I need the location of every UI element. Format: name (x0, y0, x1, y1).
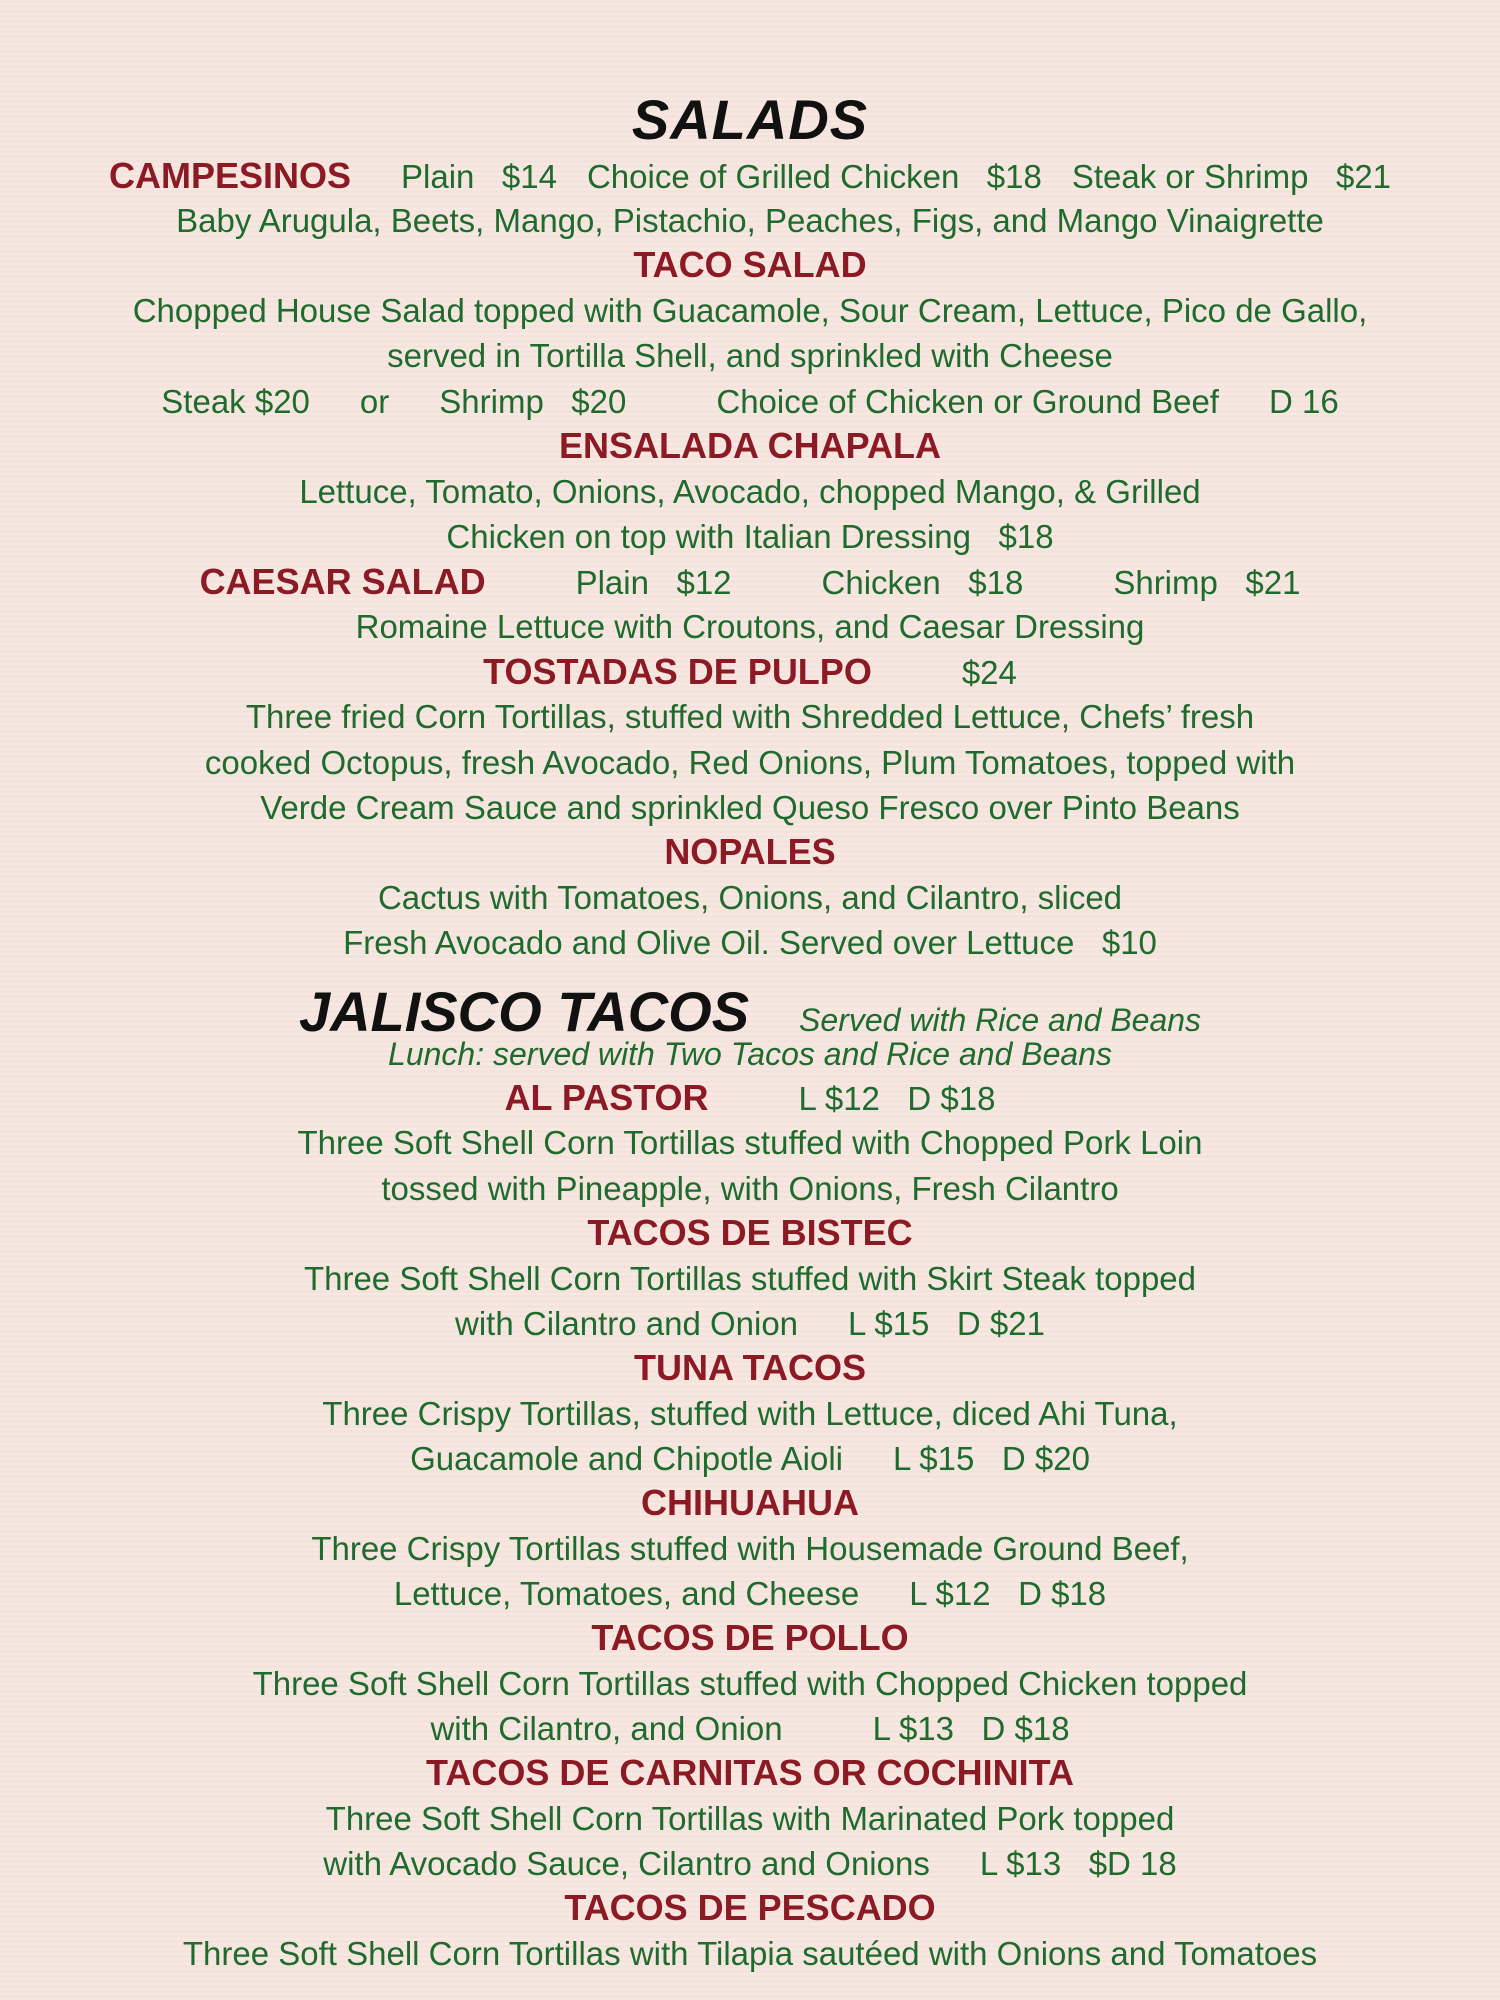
bistec-desc-2: with Cilantro and Onion (455, 1305, 799, 1342)
pulpo-name: TOSTADAS DE PULPO (483, 651, 872, 692)
bistec-desc-1: Three Soft Shell Corn Tortillas stuffed with Skirt Steak topped (303, 1260, 1197, 1297)
caesar-price-shrimp: Shrimp $21 (1113, 564, 1301, 601)
carnitas-desc-2: with Avocado Sauce, Cilantro and Onions (323, 1845, 930, 1882)
tacos-lunch-note: Lunch: served with Two Tacos and Rice and Beans (388, 1036, 1112, 1072)
carnitas-desc-1: Three Soft Shell Corn Tortillas with Marinated Pork topped (325, 1800, 1175, 1837)
caesar-name: CAESAR SALAD (199, 561, 486, 602)
pulpo-price: $24 (961, 654, 1017, 691)
nopales-desc-1: Cactus with Tomatoes, Onions, and Cilantro, sliced (377, 879, 1123, 916)
al-pastor-desc-2: tossed with Pineapple, with Onions, Fresh Cilantro (381, 1170, 1119, 1207)
caesar-price-chicken: Chicken $18 (821, 564, 1024, 601)
taco-salad-desc-2: served in Tortilla Shell, and sprinkled with Cheese (387, 337, 1113, 374)
al-pastor-row (0, 1076, 1500, 1121)
taco-salad-prices (0, 380, 1500, 424)
pollo-desc-2: with Cilantro, and Onion (430, 1710, 783, 1747)
bistec-name: TACOS DE BISTEC (587, 1212, 913, 1253)
carnitas-desc-2-row (0, 1842, 1500, 1886)
campesinos-desc: Baby Arugula, Beets, Mango, Pistachio, Peaches, Figs, and Mango Vinaigrette (176, 202, 1324, 239)
campesinos-row (0, 154, 1500, 199)
chihuahua-price: L $12 D $18 (909, 1575, 1107, 1612)
taco-salad-name: TACO SALAD (633, 244, 867, 285)
taco-salad-price-shrimp: Shrimp $20 (439, 383, 627, 420)
campesinos-price-steak: Steak or Shrimp $21 (1071, 158, 1392, 195)
caesar-desc: Romaine Lettuce with Croutons, and Caesar Dressing (355, 608, 1145, 645)
taco-salad-price-dinner: D 16 (1268, 383, 1339, 420)
campesinos-price-chicken: Choice of Grilled Chicken $18 (586, 158, 1042, 195)
al-pastor-name: AL PASTOR (504, 1077, 709, 1118)
chihuahua-desc-1: Three Crispy Tortillas stuffed with Housemade Ground Beef, (311, 1530, 1189, 1567)
bistec-price: L $15 D $21 (848, 1305, 1045, 1342)
al-pastor-price: L $12 D $18 (798, 1080, 996, 1117)
carnitas-name: TACOS DE CARNITAS OR COCHINITA (426, 1752, 1074, 1793)
chapala-desc-2: Chicken on top with Italian Dressing $18 (446, 518, 1054, 555)
pollo-desc-2-row (0, 1707, 1500, 1751)
caesar-price-plain: Plain $12 (575, 564, 732, 601)
pollo-desc-1: Three Soft Shell Corn Tortillas stuffed with Chopped Chicken topped (252, 1665, 1248, 1702)
nopales-desc-2: Fresh Avocado and Olive Oil. Served over Lettuce $10 (343, 924, 1157, 961)
chapala-name: ENSALADA CHAPALA (559, 425, 941, 466)
chapala-desc-1: Lettuce, Tomato, Onions, Avocado, chopped Mango, & Grilled (299, 473, 1201, 510)
bistec-desc-2-row (0, 1302, 1500, 1346)
carnitas-price: L $13 $D 18 (979, 1845, 1177, 1882)
pulpo-desc-3: Verde Cream Sauce and sprinkled Queso Fresco over Pinto Beans (260, 789, 1240, 826)
pescado-name: TACOS DE PESCADO (564, 1887, 936, 1928)
salads-title: SALADS (631, 88, 869, 151)
pollo-price: L $13 D $18 (872, 1710, 1070, 1747)
nopales-name: NOPALES (664, 831, 836, 872)
tuna-desc-2: Guacamole and Chipotle Aioli (410, 1440, 843, 1477)
tuna-desc-1: Three Crispy Tortillas, stuffed with Lettuce, diced Ahi Tuna, (322, 1395, 1178, 1432)
pulpo-desc-1: Three fried Corn Tortillas, stuffed with Shredded Lettuce, Chefs’ fresh (245, 698, 1255, 735)
chihuahua-desc-2: Lettuce, Tomatoes, and Cheese (393, 1575, 860, 1612)
taco-salad-or: or (359, 383, 390, 420)
caesar-row (0, 560, 1500, 605)
taco-salad-price-choice: Choice of Chicken or Ground Beef (716, 383, 1219, 420)
campesinos-name: CAMPESINOS (108, 155, 352, 196)
al-pastor-desc-1: Three Soft Shell Corn Tortillas stuffed with Chopped Pork Loin (297, 1124, 1203, 1161)
taco-salad-price-steak: Steak $20 (161, 383, 310, 420)
tuna-price: L $15 D $20 (893, 1440, 1090, 1477)
pescado-desc-1: Three Soft Shell Corn Tortillas with Tilapia sautéed with Onions and Tomatoes (182, 1935, 1318, 1972)
chihuahua-name: CHIHUAHUA (641, 1482, 859, 1523)
tacos-subtitle: Served with Rice and Beans (799, 1002, 1202, 1038)
pulpo-desc-2: cooked Octopus, fresh Avocado, Red Onions, Plum Tomatoes, topped with (204, 744, 1296, 781)
tacos-title: JALISCO TACOS (298, 980, 750, 1043)
tuna-name: TUNA TACOS (634, 1347, 866, 1388)
taco-salad-desc-1: Chopped House Salad topped with Guacamole, Sour Cream, Lettuce, Pico de Gallo, (132, 292, 1368, 329)
chihuahua-desc-2-row (0, 1572, 1500, 1616)
tuna-desc-2-row (0, 1437, 1500, 1481)
campesinos-price-plain: Plain $14 (401, 158, 557, 195)
pulpo-row (0, 650, 1500, 695)
pollo-name: TACOS DE POLLO (591, 1617, 909, 1658)
